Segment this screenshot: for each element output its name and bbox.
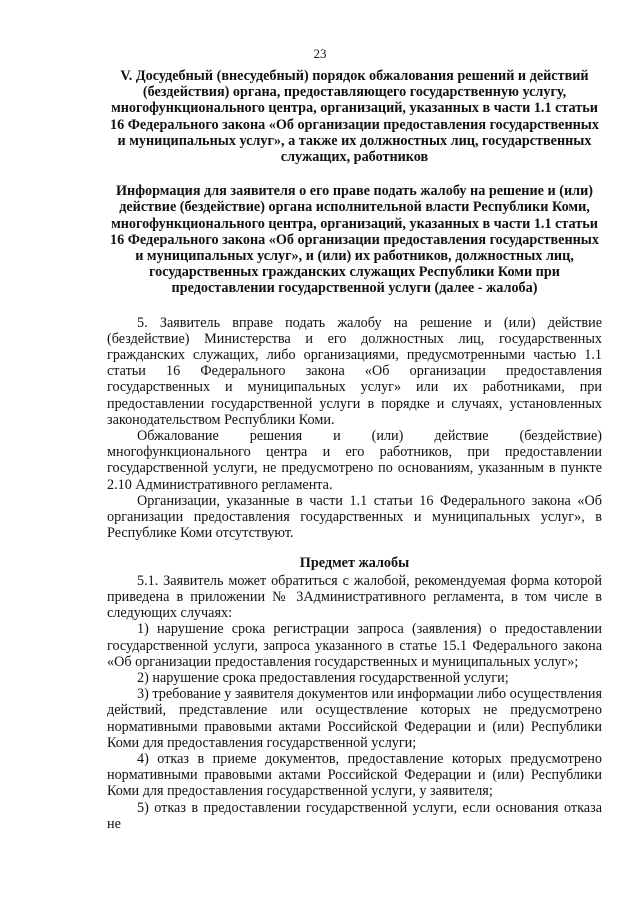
paragraph-5: 5. Заявитель вправе подать жалобу на решение и (или) действие (бездействие) Министерства и его должностных лиц, государственных гражданских служащих, либо организациями, предусмотренными частью 1.1 статьи 16 Федерального закона «Об организации предоставления государственных и муниципальных услуг» или их работниками, при предоставлении государственной услуги в порядке и случаях, установленных законодательством Республики Коми. <box>107 314 602 428</box>
info-title: Информация для заявителя о его праве подать жалобу на решение и (или) действие (бездействие) органа исполнительной власти Республики Коми, многофункционального центра, организаций, указанных в части 1.1 статьи 16 Федерального закона «Об организации предоставления государственных и муниципальных услуг», и (или) их работников, должностных лиц, государственных гражданских служащих Республики Коми при предоставлении государственной услуги (далее - жалоба) <box>110 183 599 297</box>
page-content <box>107 68 602 832</box>
section-title: V. Досудебный (внесудебный) порядок обжалования решений и действий (бездействия) органа, предоставляющего государственную услугу, многофункционального центра, организаций, указанных в части 1.1 статьи 16 Федерального закона «Об организации предоставления государственных и муниципальных услуг», а также их должностных лиц, государственных служащих, работников <box>110 68 599 166</box>
list-item-5: 5) отказ в предоставлении государственной услуги, если основания отказа не <box>107 799 602 832</box>
subject-title: Предмет жалобы <box>299 555 410 572</box>
list-item-2: 2) нарушение срока предоставления государственной услуги; <box>137 669 509 686</box>
page-number: 23 <box>313 46 327 61</box>
paragraph-organizations: Организации, указанные в части 1.1 статьи 16 Федерального закона «Об организации предоставления государственных и муниципальных услуг», в Республике Коми отсутствуют. <box>107 492 602 542</box>
list-item-4: 4) отказ в приеме документов, предоставление которых предусмотрено нормативными правовыми актами Российской Федерации и (или) Республики Коми для предоставления государственной услуги, у заявителя; <box>107 750 602 800</box>
paragraph-mfc-appeal: Обжалование решения и (или) действие (бездействие) многофункционального центра и его работников, при предоставлении государственной услуги, не предусмотрено по основаниям, указанным в пункте 2.10 Административного регламента. <box>107 428 602 493</box>
list-item-1: 1) нарушение срока регистрации запроса (заявления) о предоставлении государственной услуги, запроса указанного в статье 15.1 Федерального закона «Об организации предоставления государственных и муниципальных услуг»; <box>107 621 602 670</box>
subject-block <box>107 573 602 832</box>
intro-block <box>107 315 602 542</box>
list-item-3: 3) требование у заявителя документов или информации либо осуществления действий, представление или осуществление которых не предусмотрено нормативными правовыми актами Российской Федерации и (или) Республики Коми для предоставления государственной услуги; <box>107 686 602 751</box>
paragraph-5-1: 5.1. Заявитель может обратиться с жалобой, рекомендуемая форма которой приведена в приложении № 3Административного регламента, в том числе в следующих случаях: <box>107 572 602 622</box>
